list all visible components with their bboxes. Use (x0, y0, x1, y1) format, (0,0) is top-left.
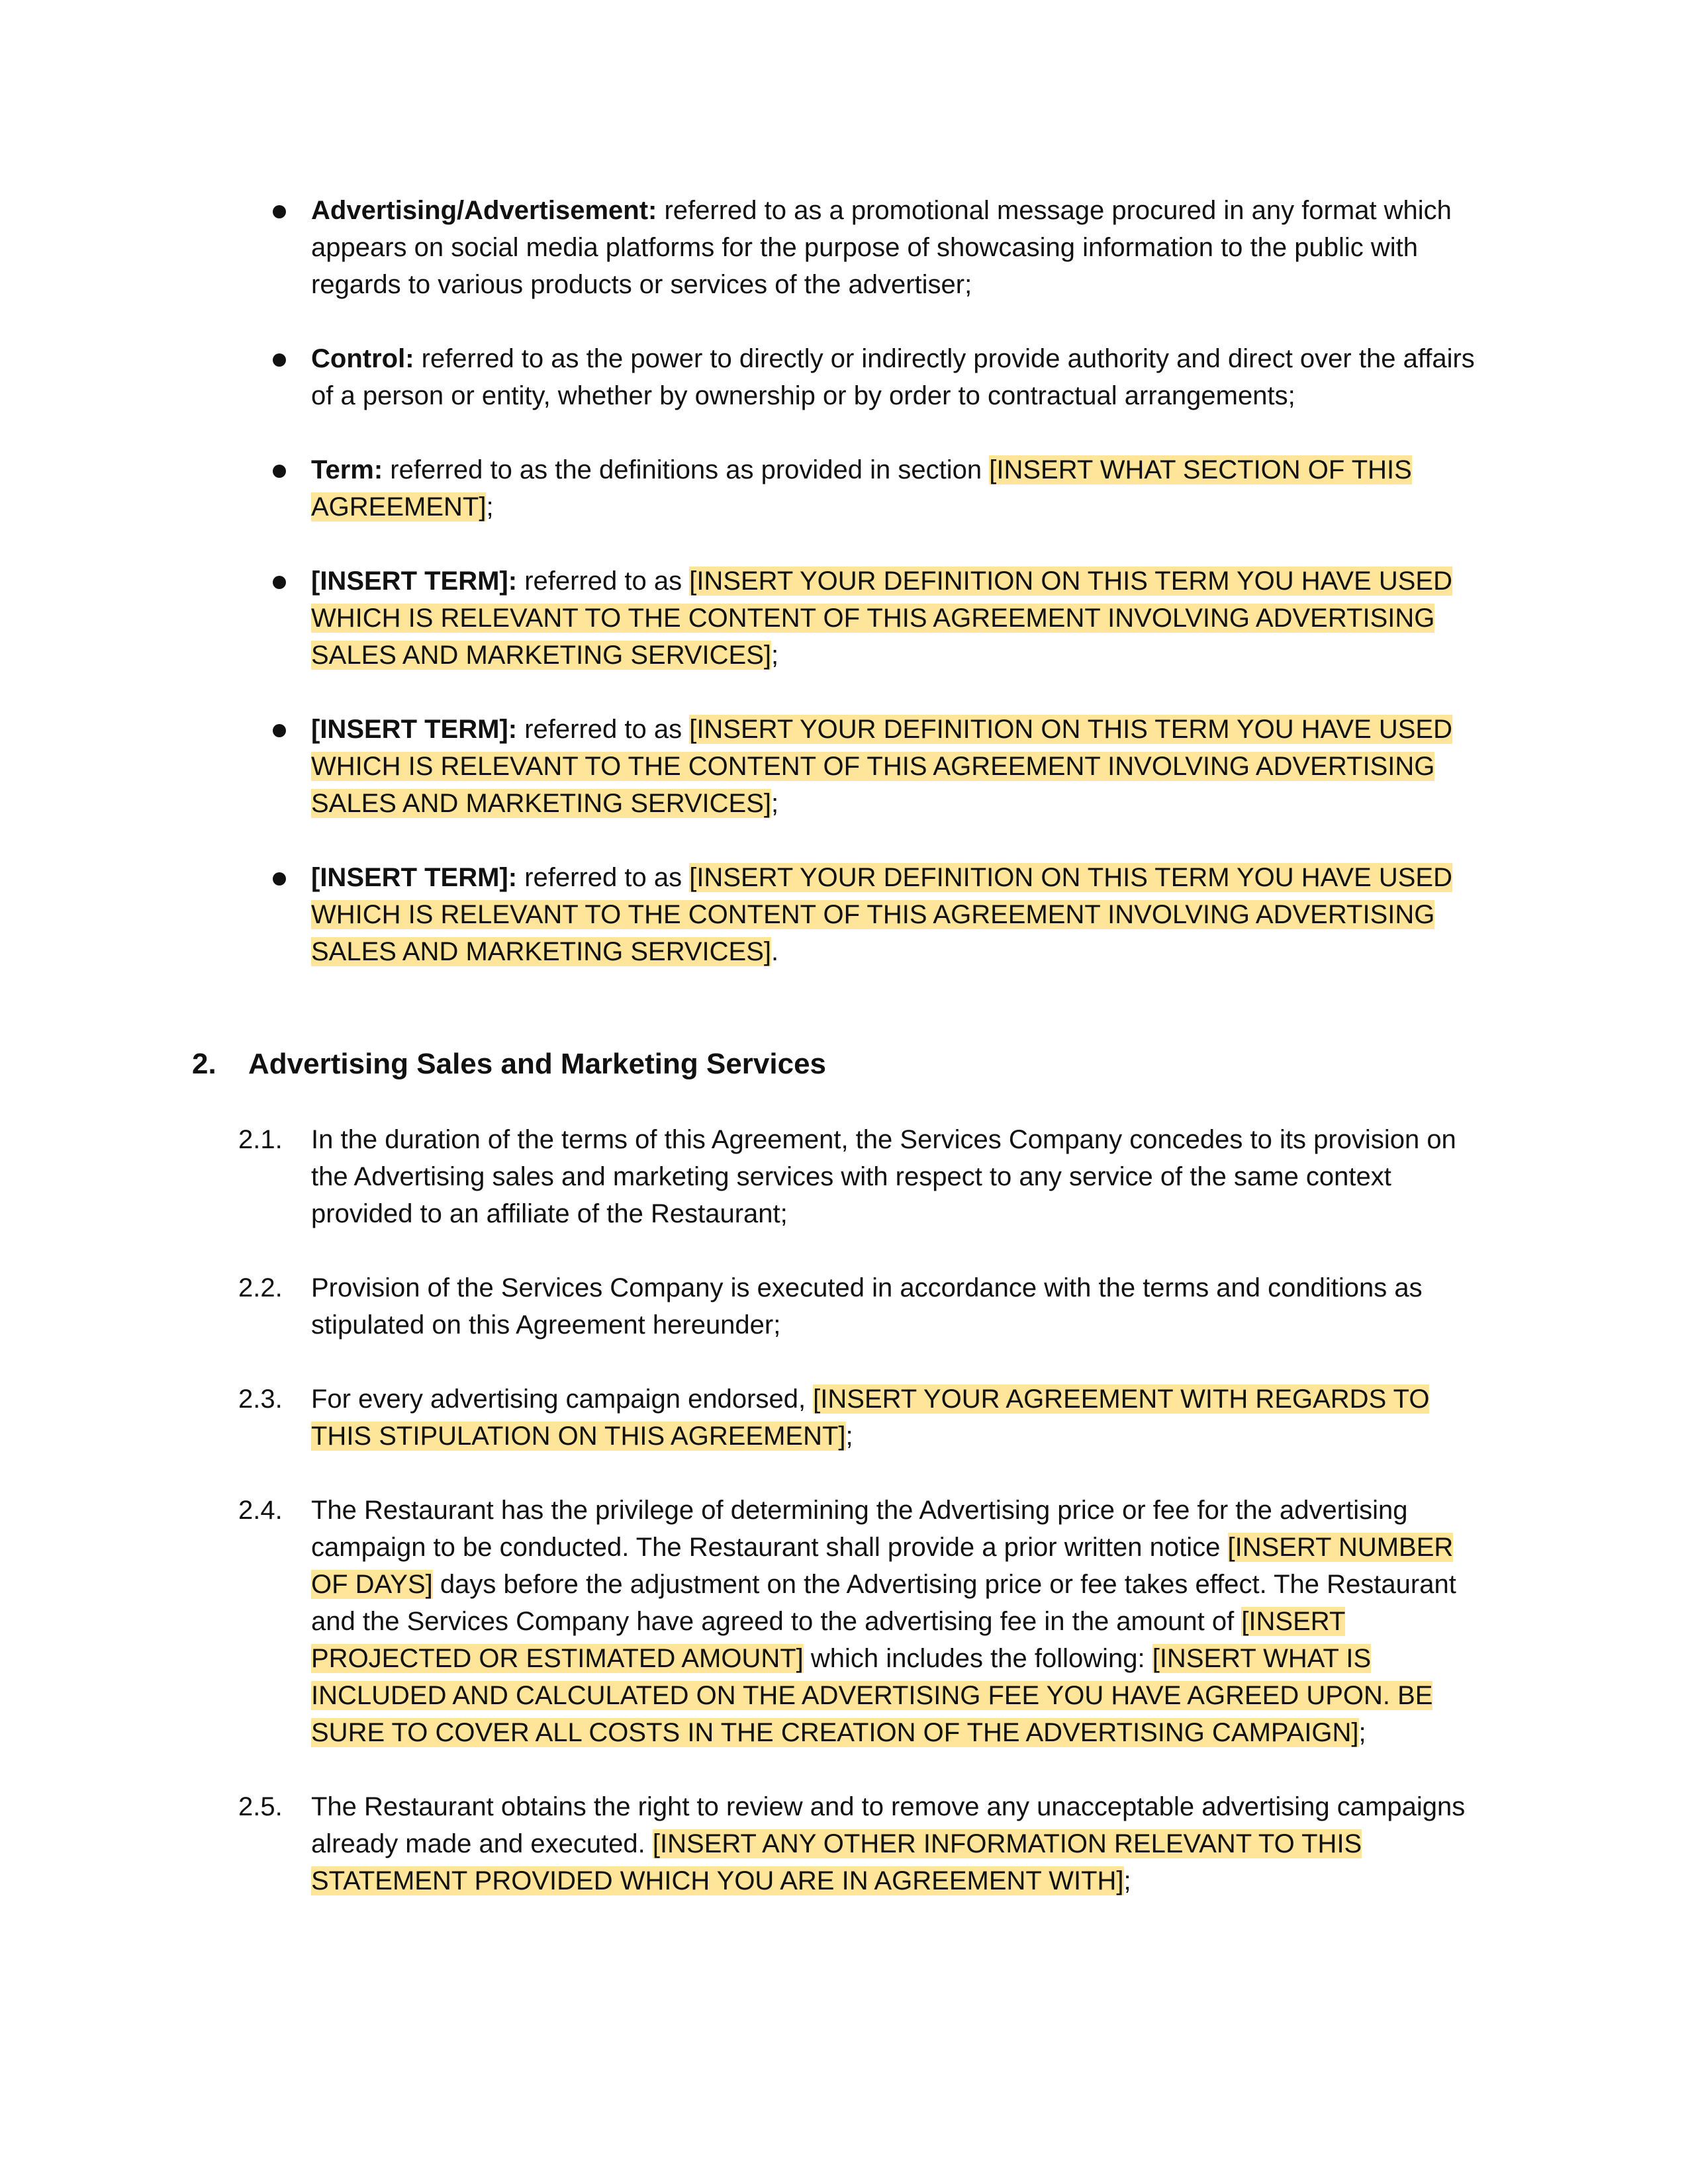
clause-text: For every advertising campaign endorsed, (311, 1385, 814, 1414)
clause-item (192, 1381, 1496, 1455)
clause-item (192, 1788, 1496, 1899)
definition-item (192, 563, 1496, 674)
definition-text: referred to as the power to directly or indirectly provide authority and direct over the affairs of a person or entity, whether by ownership or by order to contractual arrangements; (311, 344, 1475, 410)
definition-tail: ; (771, 641, 779, 670)
definition-item (192, 859, 1496, 970)
definition-term: Term: (311, 455, 383, 484)
definition-term: [INSERT TERM]: (311, 715, 518, 744)
definition-text: referred to as the definitions as provided in section (383, 455, 990, 484)
definition-item (192, 340, 1496, 414)
definition-term: Control: (311, 344, 414, 373)
section-number: 2. (192, 1048, 216, 1080)
clause-item (192, 1492, 1496, 1751)
definition-text: referred to as (517, 567, 690, 596)
definition-tail: . (771, 937, 779, 966)
definition-tail: ; (486, 492, 494, 522)
clause-item (192, 1269, 1496, 1343)
clause-item (192, 1121, 1496, 1232)
definition-item (192, 451, 1496, 525)
definition-text: referred to as (517, 715, 690, 744)
clause-text: ; (845, 1422, 853, 1451)
definition-item (192, 192, 1496, 303)
bullet-icon (273, 872, 286, 886)
bullet-icon (273, 353, 286, 367)
placeholder-highlight: [INSERT NUMBER OF DAYS] (311, 1533, 1454, 1599)
placeholder-highlight: [INSERT YOUR DEFINITION ON THIS TERM YOU HAVE USED WHICH IS RELEVANT TO THE CONTENT OF THIS AGREEMENT INVOLVING ADVERTISING SALES AND MARKETING SERVICES] (311, 567, 1452, 670)
clause-number: 2.5. (238, 1792, 283, 1821)
section-title: Advertising Sales and Marketing Services (248, 1048, 827, 1080)
bullet-icon (273, 576, 286, 589)
definition-item (192, 711, 1496, 822)
definition-term: Advertising/Advertisement: (311, 196, 657, 225)
clause-text: The Restaurant has the privilege of determining the Advertising price or fee for the advertising campaign to be conducted. The Restaurant shall provide a prior written notice (311, 1496, 1408, 1562)
clause-text: The Restaurant obtains the right to review and to remove any unacceptable advertising campaigns already made and executed. (311, 1792, 1466, 1858)
definition-text: referred to as a promotional message procured in any format which appears on social media platforms for the purpose of showcasing information to the public with regards to various products or services of the advertiser; (311, 196, 1452, 299)
clause-text: ; (1123, 1866, 1131, 1895)
clause-number: 2.2. (238, 1273, 283, 1302)
definition-tail: ; (771, 789, 779, 818)
bullet-icon (273, 724, 286, 737)
bullet-icon (273, 205, 286, 218)
placeholder-highlight: [INSERT PROJECTED OR ESTIMATED AMOUNT] (311, 1607, 1346, 1673)
placeholder-highlight: [INSERT WHAT IS INCLUDED AND CALCULATED ON THE ADVERTISING FEE YOU HAVE AGREED UPON. BE SURE TO COVER ALL COSTS IN THE CREATION OF THE ADVERTISING CAMPAIGN] (311, 1644, 1433, 1747)
clause-list (192, 1121, 1496, 1899)
definitions-list (192, 192, 1496, 970)
clause-text: Provision of the Services Company is executed in accordance with the terms and conditions as stipulated on this Agreement hereunder; (311, 1273, 1423, 1340)
clause-number: 2.3. (238, 1385, 283, 1414)
placeholder-highlight: [INSERT YOUR DEFINITION ON THIS TERM YOU HAVE USED WHICH IS RELEVANT TO THE CONTENT OF THIS AGREEMENT INVOLVING ADVERTISING SALES AND MARKETING SERVICES] (311, 715, 1452, 818)
bullet-icon (273, 465, 286, 478)
clause-number: 2.1. (238, 1125, 283, 1154)
definition-term: [INSERT TERM]: (311, 567, 518, 596)
placeholder-highlight: [INSERT WHAT SECTION OF THIS AGREEMENT] (311, 455, 1412, 522)
placeholder-highlight: [INSERT ANY OTHER INFORMATION RELEVANT TO THIS STATEMENT PROVIDED WHICH YOU ARE IN AGREEMENT WITH] (311, 1829, 1362, 1895)
clause-number: 2.4. (238, 1496, 283, 1525)
clause-text: which includes the following: (803, 1644, 1152, 1673)
clause-text: days before the adjustment on the Advertising price or fee takes effect. The Restaurant and the Services Company have agreed to the advertising fee in the amount of (311, 1570, 1456, 1636)
document-body (192, 192, 1496, 1936)
definition-text: referred to as (517, 863, 690, 892)
section-heading (192, 1044, 1496, 1084)
placeholder-highlight: [INSERT YOUR AGREEMENT WITH REGARDS TO THIS STIPULATION ON THIS AGREEMENT] (311, 1385, 1430, 1451)
definition-term: [INSERT TERM]: (311, 863, 518, 892)
clause-text: In the duration of the terms of this Agreement, the Services Company concedes to its provision on the Advertising sales and marketing services with respect to any service of the same context provided to an affiliate of the Restaurant; (311, 1125, 1456, 1228)
placeholder-highlight: [INSERT YOUR DEFINITION ON THIS TERM YOU HAVE USED WHICH IS RELEVANT TO THE CONTENT OF THIS AGREEMENT INVOLVING ADVERTISING SALES AND MARKETING SERVICES] (311, 863, 1452, 966)
clause-text: ; (1358, 1718, 1366, 1747)
